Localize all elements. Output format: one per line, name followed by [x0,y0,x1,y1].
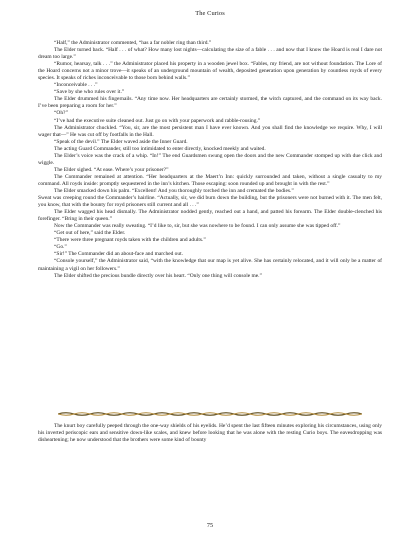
paragraph: The knurt boy carefully peeped through the one-way shields of his eyelids. He’d spent the last fifteen minutes exploring his circumstances, using only his inverted periscopic ears and sensitive down-like scales, and knew before looking that he was alone with the resting Curio boys. The eavesdropping was disheartening; he now understood that the brothers were some kind of bounty [38,423,382,444]
paragraph: The Elder wagged his head dismally. The Administrator nodded gently, reached out a hand, and patted his forearm. The Elder double-clenched his forefinger. “Bring in their queen.” [38,209,382,223]
paragraph: The Elder’s voice was the crack of a whip. “In!” The end Guardsmen swung open the doors and the new Commander stomped up with due click and wiggle. [38,152,382,166]
paragraph: “Inconceivable . . .” [54,82,98,89]
running-header: The Curios [195,10,225,17]
paragraph: Sweat was creeping round the Commander’s hairline. “Actually, sir, we did burn down the building, but the prisoners were not burned with it. The men felt, you know, that with the bounty for royd prisoners still current and all . . .” [38,195,382,209]
paragraph: The Commander remained at attention. “Her headquarters at the Maert’n Inn: quickly surrounded and taken, without a single casualty to my command. All royds inside: promptly sequestered in the inn’s kitchen. Those escaping: soon rounded up and brought in with the rest.” [38,173,382,187]
paragraph: “Get out of here,” said the Elder. [54,230,126,237]
paragraph: The Administrator chuckled. “You, sir, are the most persistent man I have ever known. And you shall find the knowledge we require. Why, I will wager that—” He was cut off by footfalls in the Hall. [38,124,382,138]
paragraph: “Rumor, hearsay, talk . . .” the Administrator placed his property in a wooden jewel box. “Fables, my friend, are not without foundation. The Lore of the Hoard concerns not a minor trove—it speaks of an underground mountain of wealth, deposited generation upon generation by countless royds of every species. It speaks of riches inconceivable to those born behind walls.” [38,61,382,82]
paragraph: The Elder turned back. “Half . . . of what? How many lost nights—calculating the size of a fable . . . and now that I know the Hoard is real I dare not dream too large.” [38,47,382,61]
paragraph: “I’ve had the executive suite cleaned out. Just go on with your paperwork and rabble-rousing.” [54,117,261,124]
paragraph: “There were three pregnant royds taken with the children and adults.” [54,237,206,244]
paragraph: “Speak of the devil.” The Elder waved aside the Inner Guard. [54,138,188,145]
paragraph: “Save by she who rules over it.” [54,89,125,96]
paragraph: The Elder sighed. “At ease. Where’s your prisoner?” [54,166,169,173]
main-text [38,40,382,280]
paragraph: The Elder drummed his fingernails. “Any time now. Her headquarters are certainly stormed, the witch captured, and the command on its way back. I’ve been preparing a room for her.” [38,96,382,110]
paragraph: The Elder shifted the precious bundle directly over his heart. “Only one thing will console me.” [54,272,262,279]
paragraph: The acting Guard Commander, still too intimidated to enter directly, knocked meekly and waited. [54,145,266,152]
paragraph: Now the Commander was really sweating. “I’d like to, sir, but she was nowhere to be found. I can only assume she was tipped off.” [54,223,341,230]
paragraph: “Oh?” [54,110,68,117]
section-divider [58,411,362,417]
paragraph: The Elder smacked down his palm. “Excellent! And you thoroughly torched the inn and cremated the bodies.” [54,187,294,194]
continued-text [38,423,382,444]
paragraph: “Go.” [54,244,67,251]
paragraph: “Half,” the Administrator commented, “has a far nobler ring than third.” [54,40,212,46]
paragraph: “Sir!” The Commander did an about-face and marched out. [54,251,183,258]
paragraph: “Console yourself,” the Administrator said, “with the knowledge that our map is yet alive. She has certainly relocated, and it will only be a matter of maintaining a vigil on her followers.” [38,258,382,272]
page-number: 75 [206,522,214,529]
